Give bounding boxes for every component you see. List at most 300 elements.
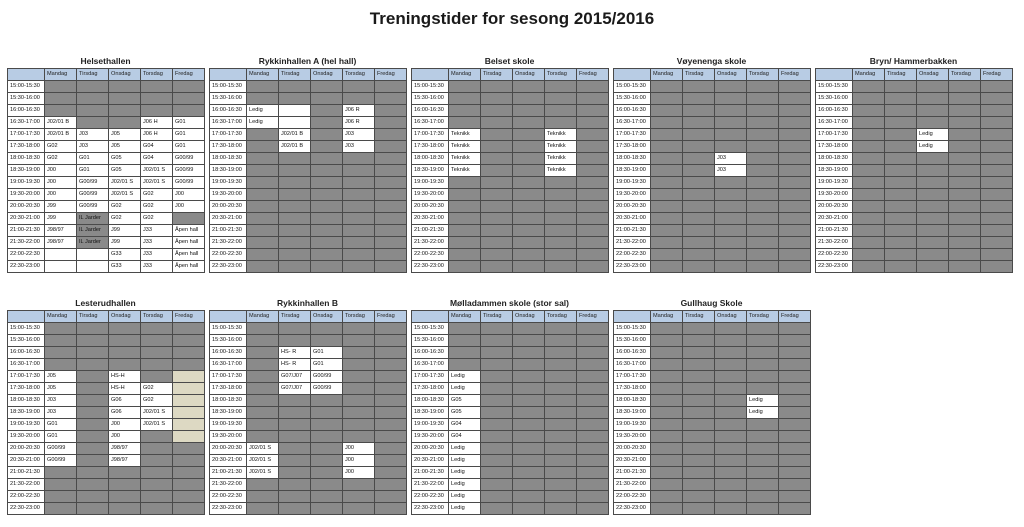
schedule-table xyxy=(613,310,811,515)
empty-slot-cell xyxy=(279,105,311,117)
day-header-mandag: Mandag xyxy=(45,311,77,323)
time-slot-label: 20:30-21:00 xyxy=(210,213,247,225)
empty-slot-cell xyxy=(683,249,715,261)
empty-slot-cell xyxy=(651,165,683,177)
empty-slot-cell xyxy=(917,81,949,93)
time-row xyxy=(8,323,205,335)
empty-slot-cell xyxy=(949,249,981,261)
empty-slot-cell xyxy=(577,105,609,117)
empty-slot-cell xyxy=(747,467,779,479)
time-row xyxy=(8,407,205,419)
empty-slot-cell xyxy=(375,213,407,225)
empty-slot-cell xyxy=(343,335,375,347)
empty-slot-cell xyxy=(577,141,609,153)
time-slot-label: 19:30-20:00 xyxy=(8,431,45,443)
empty-slot-cell xyxy=(343,189,375,201)
time-slot-label: 22:00-22:30 xyxy=(8,491,45,503)
time-slot-label: 19:00-19:30 xyxy=(8,177,45,189)
empty-slot-cell xyxy=(545,93,577,105)
time-row xyxy=(210,237,407,249)
empty-slot-cell xyxy=(917,153,949,165)
empty-slot-cell xyxy=(375,347,407,359)
time-row xyxy=(614,347,811,359)
venue-name: Mølladammen skole (stor sal) xyxy=(449,298,570,308)
empty-slot-cell xyxy=(481,93,513,105)
time-row xyxy=(412,479,609,491)
time-slot-label: 15:30-16:00 xyxy=(210,335,247,347)
time-row xyxy=(412,81,609,93)
empty-slot-cell xyxy=(343,201,375,213)
time-row xyxy=(816,105,1013,117)
empty-slot-cell xyxy=(981,117,1013,129)
empty-slot-cell xyxy=(343,261,375,273)
empty-slot-cell xyxy=(683,237,715,249)
empty-slot-cell xyxy=(247,395,279,407)
empty-slot-cell xyxy=(747,177,779,189)
empty-slot-cell xyxy=(651,347,683,359)
empty-slot-cell xyxy=(747,347,779,359)
time-row xyxy=(8,395,205,407)
empty-slot-cell xyxy=(77,347,109,359)
time-slot-label: 21:30-22:00 xyxy=(8,237,45,249)
time-slot-label: 18:30-19:00 xyxy=(8,407,45,419)
empty-slot-cell xyxy=(375,249,407,261)
empty-slot-cell xyxy=(279,491,311,503)
header-corner xyxy=(816,69,853,81)
booking-cell: Teknikk xyxy=(449,141,481,153)
time-slot-label: 21:00-21:30 xyxy=(614,225,651,237)
header-corner xyxy=(210,69,247,81)
time-slot-label: 19:30-20:00 xyxy=(8,189,45,201)
time-row xyxy=(614,467,811,479)
empty-slot-cell xyxy=(885,225,917,237)
empty-slot-cell xyxy=(375,443,407,455)
empty-slot-cell xyxy=(683,261,715,273)
empty-slot-cell xyxy=(311,443,343,455)
time-slot-label: 17:00-17:30 xyxy=(210,129,247,141)
empty-slot-cell xyxy=(577,165,609,177)
header-corner xyxy=(412,311,449,323)
empty-slot-cell xyxy=(375,81,407,93)
empty-slot-cell xyxy=(481,213,513,225)
time-row xyxy=(614,213,811,225)
booking-cell: J00 xyxy=(109,419,141,431)
empty-slot-cell xyxy=(513,237,545,249)
day-header-tirsdag: Tirsdag xyxy=(279,69,311,81)
time-slot-label: 18:00-18:30 xyxy=(816,153,853,165)
empty-slot-cell xyxy=(513,81,545,93)
empty-slot-cell xyxy=(343,249,375,261)
booking-cell: J02/01 S xyxy=(141,407,173,419)
empty-slot-cell xyxy=(715,479,747,491)
time-slot-label: 22:00-22:30 xyxy=(816,249,853,261)
time-row xyxy=(412,261,609,273)
booking-cell: J03 xyxy=(77,129,109,141)
empty-slot-cell xyxy=(577,225,609,237)
empty-slot-cell xyxy=(45,249,77,261)
time-slot-label: 18:00-18:30 xyxy=(8,395,45,407)
time-row xyxy=(412,225,609,237)
empty-slot-cell xyxy=(545,395,577,407)
venue-name: Rykkinhallen B xyxy=(277,298,338,308)
empty-slot-cell xyxy=(279,249,311,261)
booking-cell: J99 xyxy=(45,201,77,213)
empty-slot-cell xyxy=(747,261,779,273)
booking-cell: J00 xyxy=(343,455,375,467)
empty-slot-cell xyxy=(949,201,981,213)
empty-slot-cell xyxy=(247,201,279,213)
empty-slot-cell xyxy=(651,237,683,249)
time-slot-label: 16:30-17:00 xyxy=(8,117,45,129)
empty-slot-cell xyxy=(715,431,747,443)
time-row xyxy=(816,237,1013,249)
venue-name: Bryn/ Hammerbakken xyxy=(869,56,958,66)
time-slot-label: 22:00-22:30 xyxy=(614,491,651,503)
empty-slot-cell xyxy=(949,153,981,165)
empty-slot-cell xyxy=(173,213,205,225)
empty-slot-cell xyxy=(747,479,779,491)
empty-slot-cell xyxy=(683,503,715,515)
empty-slot-cell xyxy=(683,395,715,407)
empty-slot-cell xyxy=(513,105,545,117)
empty-slot-cell xyxy=(577,395,609,407)
empty-slot-cell xyxy=(141,503,173,515)
day-header-torsdag: Torsdag xyxy=(343,311,375,323)
time-slot-label: 21:00-21:30 xyxy=(8,467,45,479)
empty-slot-cell xyxy=(279,93,311,105)
time-slot-label: 18:00-18:30 xyxy=(210,395,247,407)
empty-slot-cell xyxy=(513,165,545,177)
empty-slot-cell xyxy=(545,81,577,93)
empty-slot-cell xyxy=(481,503,513,515)
header-corner xyxy=(210,311,247,323)
time-row xyxy=(8,81,205,93)
time-slot-label: 16:00-16:30 xyxy=(412,105,449,117)
booking-cell: J00 xyxy=(173,201,205,213)
time-row xyxy=(210,455,407,467)
time-row xyxy=(412,443,609,455)
time-slot-label: 20:00-20:30 xyxy=(412,201,449,213)
empty-slot-cell xyxy=(481,383,513,395)
empty-slot-cell xyxy=(683,189,715,201)
empty-slot-cell xyxy=(779,141,811,153)
empty-slot-cell xyxy=(715,503,747,515)
empty-slot-cell xyxy=(715,93,747,105)
empty-slot-cell xyxy=(545,443,577,455)
booking-cell: HS-H xyxy=(109,371,141,383)
time-slot-label: 22:30-23:00 xyxy=(614,261,651,273)
empty-slot-cell xyxy=(279,479,311,491)
empty-slot-cell xyxy=(545,323,577,335)
empty-slot-cell xyxy=(747,503,779,515)
time-row xyxy=(614,395,811,407)
empty-slot-cell xyxy=(375,431,407,443)
booking-cell: J02/01 B xyxy=(45,129,77,141)
booking-cell: G00/99 xyxy=(77,189,109,201)
day-header-torsdag: Torsdag xyxy=(141,69,173,81)
empty-slot-cell xyxy=(279,237,311,249)
time-slot-label: 22:30-23:00 xyxy=(614,503,651,515)
time-row xyxy=(614,141,811,153)
time-row xyxy=(210,249,407,261)
time-row xyxy=(614,371,811,383)
time-slot-label: 21:30-22:00 xyxy=(8,479,45,491)
empty-slot-cell xyxy=(577,335,609,347)
empty-slot-cell xyxy=(651,249,683,261)
empty-slot-cell xyxy=(279,117,311,129)
empty-slot-cell xyxy=(715,117,747,129)
booking-cell: G04 xyxy=(449,431,481,443)
empty-slot-cell xyxy=(141,467,173,479)
empty-slot-cell xyxy=(651,189,683,201)
time-slot-label: 18:30-19:00 xyxy=(614,407,651,419)
booking-cell: J06 R xyxy=(343,105,375,117)
booking-cell: G01 xyxy=(173,117,205,129)
booking-cell: G00/99 xyxy=(77,177,109,189)
empty-slot-cell xyxy=(747,201,779,213)
booking-cell: Teknikk xyxy=(545,141,577,153)
booking-cell: J05 xyxy=(45,371,77,383)
booking-cell: J02/01 S xyxy=(247,443,279,455)
time-row xyxy=(412,201,609,213)
empty-slot-cell xyxy=(683,117,715,129)
empty-slot-cell xyxy=(343,347,375,359)
empty-slot-cell xyxy=(481,117,513,129)
empty-slot-cell xyxy=(77,81,109,93)
empty-slot-cell xyxy=(853,189,885,201)
empty-slot-cell xyxy=(917,117,949,129)
empty-slot-cell xyxy=(513,419,545,431)
empty-slot-cell xyxy=(247,383,279,395)
empty-slot-cell xyxy=(375,165,407,177)
empty-slot-cell xyxy=(481,237,513,249)
empty-slot-cell xyxy=(747,105,779,117)
empty-slot-cell xyxy=(375,93,407,105)
time-row xyxy=(816,153,1013,165)
empty-slot-cell xyxy=(247,129,279,141)
empty-slot-cell xyxy=(343,479,375,491)
day-header-torsdag: Torsdag xyxy=(343,69,375,81)
empty-slot-cell xyxy=(651,359,683,371)
empty-slot-cell xyxy=(173,443,205,455)
empty-slot-cell xyxy=(853,105,885,117)
empty-slot-cell xyxy=(577,383,609,395)
empty-slot-cell xyxy=(853,201,885,213)
booking-cell: Ledig xyxy=(449,503,481,515)
venue-name: Belset skole xyxy=(484,56,535,66)
booking-cell: J00 xyxy=(109,431,141,443)
empty-slot-cell xyxy=(481,225,513,237)
empty-slot-cell xyxy=(481,479,513,491)
empty-slot-cell xyxy=(109,491,141,503)
empty-slot-cell xyxy=(577,213,609,225)
time-row xyxy=(210,165,407,177)
venue-name: Helsethallen xyxy=(80,56,131,66)
booking-cell: J00 xyxy=(45,165,77,177)
empty-slot-cell xyxy=(917,237,949,249)
empty-slot-cell xyxy=(513,177,545,189)
time-slot-label: 17:00-17:30 xyxy=(614,129,651,141)
empty-slot-cell xyxy=(279,443,311,455)
time-row xyxy=(210,371,407,383)
booking-cell: J03 xyxy=(343,141,375,153)
empty-slot-cell xyxy=(577,359,609,371)
empty-slot-cell xyxy=(949,177,981,189)
empty-slot-cell xyxy=(311,455,343,467)
booking-cell: G06 xyxy=(109,395,141,407)
empty-slot-cell xyxy=(917,177,949,189)
day-header-tirsdag: Tirsdag xyxy=(683,69,715,81)
empty-slot-cell xyxy=(173,347,205,359)
empty-slot-cell xyxy=(343,503,375,515)
empty-slot-cell xyxy=(247,371,279,383)
empty-slot-cell xyxy=(109,93,141,105)
empty-slot-cell xyxy=(343,431,375,443)
header-row xyxy=(412,69,609,81)
empty-slot-cell xyxy=(481,105,513,117)
empty-slot-cell xyxy=(715,213,747,225)
time-row xyxy=(210,419,407,431)
header-corner xyxy=(614,69,651,81)
empty-slot-cell xyxy=(981,165,1013,177)
time-row xyxy=(614,383,811,395)
time-row xyxy=(614,129,811,141)
time-slot-label: 21:00-21:30 xyxy=(614,467,651,479)
booking-cell: G01 xyxy=(173,129,205,141)
time-row xyxy=(8,165,205,177)
booking-cell: G00/99 xyxy=(311,383,343,395)
empty-slot-cell xyxy=(449,177,481,189)
empty-slot-cell xyxy=(651,117,683,129)
empty-slot-cell xyxy=(141,105,173,117)
time-slot-label: 19:00-19:30 xyxy=(614,419,651,431)
booking-cell: G00/99 xyxy=(173,165,205,177)
time-row xyxy=(816,93,1013,105)
empty-slot-cell xyxy=(651,419,683,431)
empty-slot-cell xyxy=(853,225,885,237)
empty-slot-cell xyxy=(279,261,311,273)
empty-slot-cell xyxy=(481,153,513,165)
time-slot-label: 20:00-20:30 xyxy=(614,201,651,213)
empty-slot-cell xyxy=(651,225,683,237)
time-slot-label: 16:30-17:00 xyxy=(816,117,853,129)
empty-slot-cell xyxy=(577,407,609,419)
empty-slot-cell xyxy=(949,117,981,129)
empty-slot-cell xyxy=(311,165,343,177)
booking-cell: G04 xyxy=(141,141,173,153)
time-slot-label: 17:30-18:00 xyxy=(8,141,45,153)
empty-slot-cell xyxy=(651,323,683,335)
empty-slot-cell xyxy=(577,81,609,93)
empty-slot-cell xyxy=(779,213,811,225)
empty-slot-cell xyxy=(247,225,279,237)
time-row xyxy=(614,81,811,93)
day-header-fredag: Fredag xyxy=(779,69,811,81)
time-slot-label: 19:30-20:00 xyxy=(614,189,651,201)
empty-slot-cell xyxy=(577,503,609,515)
empty-slot-cell xyxy=(375,261,407,273)
empty-slot-cell xyxy=(779,129,811,141)
booking-cell: J33 xyxy=(141,225,173,237)
empty-slot-cell xyxy=(45,491,77,503)
empty-slot-cell xyxy=(779,105,811,117)
empty-slot-cell xyxy=(109,117,141,129)
empty-slot-cell xyxy=(715,335,747,347)
empty-slot-cell xyxy=(949,141,981,153)
empty-slot-cell xyxy=(651,81,683,93)
empty-slot-cell xyxy=(885,189,917,201)
empty-slot-cell xyxy=(779,93,811,105)
empty-slot-cell xyxy=(779,455,811,467)
empty-slot-cell xyxy=(577,129,609,141)
empty-slot-cell xyxy=(375,479,407,491)
time-row xyxy=(8,467,205,479)
empty-slot-cell xyxy=(449,249,481,261)
empty-slot-cell xyxy=(577,431,609,443)
booking-cell: J99 xyxy=(45,213,77,225)
empty-slot-cell xyxy=(279,467,311,479)
empty-slot-cell xyxy=(577,455,609,467)
time-row xyxy=(8,359,205,371)
empty-slot-cell xyxy=(449,201,481,213)
time-slot-label: 22:00-22:30 xyxy=(412,491,449,503)
venue-name: Lesterudhallen xyxy=(75,298,136,308)
empty-slot-cell xyxy=(173,383,205,395)
booking-cell: G02 xyxy=(141,213,173,225)
empty-slot-cell xyxy=(311,503,343,515)
time-slot-label: 15:30-16:00 xyxy=(8,93,45,105)
empty-slot-cell xyxy=(513,479,545,491)
empty-slot-cell xyxy=(45,261,77,273)
empty-slot-cell xyxy=(311,237,343,249)
time-slot-label: 15:00-15:30 xyxy=(412,81,449,93)
empty-slot-cell xyxy=(481,323,513,335)
empty-slot-cell xyxy=(577,467,609,479)
empty-slot-cell xyxy=(747,491,779,503)
empty-slot-cell xyxy=(747,117,779,129)
day-header-torsdag: Torsdag xyxy=(747,69,779,81)
empty-slot-cell xyxy=(683,479,715,491)
empty-slot-cell xyxy=(481,261,513,273)
booking-cell: J02/01 S xyxy=(247,455,279,467)
empty-slot-cell xyxy=(109,347,141,359)
empty-slot-cell xyxy=(683,153,715,165)
booking-cell: J00 xyxy=(45,177,77,189)
time-slot-label: 21:00-21:30 xyxy=(210,467,247,479)
empty-slot-cell xyxy=(449,213,481,225)
time-row xyxy=(412,249,609,261)
time-row xyxy=(8,443,205,455)
time-row xyxy=(8,237,205,249)
booking-cell: Teknikk xyxy=(449,165,481,177)
booking-cell: Teknikk xyxy=(449,129,481,141)
empty-slot-cell xyxy=(545,383,577,395)
empty-slot-cell xyxy=(141,347,173,359)
empty-slot-cell xyxy=(885,249,917,261)
empty-slot-cell xyxy=(513,467,545,479)
empty-slot-cell xyxy=(311,129,343,141)
booking-cell: G05 xyxy=(449,407,481,419)
empty-slot-cell xyxy=(513,141,545,153)
empty-slot-cell xyxy=(449,117,481,129)
booking-cell: Ledig xyxy=(917,129,949,141)
header-row xyxy=(412,311,609,323)
day-header-fredag: Fredag xyxy=(577,311,609,323)
empty-slot-cell xyxy=(545,359,577,371)
empty-slot-cell xyxy=(449,225,481,237)
empty-slot-cell xyxy=(375,177,407,189)
time-slot-label: 16:30-17:00 xyxy=(614,117,651,129)
